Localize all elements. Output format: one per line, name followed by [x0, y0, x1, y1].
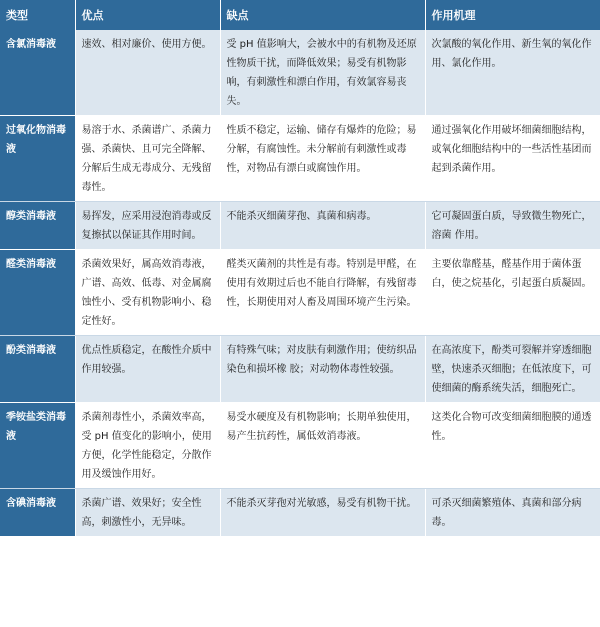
table-row: [0, 250, 600, 336]
table-row: [0, 202, 600, 250]
cell-pros: 杀菌广谱、效果好；安全性高，刺激性小，无异味。: [75, 489, 220, 537]
header-type: 类型: [0, 0, 75, 30]
cell-pros: 杀菌效果好，属高效消毒液，广谱、高效、低毒、对金属腐蚀性小、受有机物影响小、稳定性好。: [75, 250, 220, 336]
cell-cons: 性质不稳定，运输、储存有爆炸的危险；易分解，有腐蚀性。未分解前有刺激性或毒性，对物品有漂白或腐蚀作用。: [220, 116, 425, 202]
cell-mechanism: 这类化合物可改变细菌细胞膜的通透性。: [425, 403, 600, 489]
cell-cons: 不能杀灭细菌芽孢、真菌和病毒。: [220, 202, 425, 250]
cell-pros: 杀菌剂毒性小，杀菌效率高，受 pH 值变化的影响小，使用方便，化学性能稳定，分散作用及缓蚀作用好。: [75, 403, 220, 489]
cell-type: 酚类消毒液: [0, 336, 75, 403]
cell-mechanism: 主要依靠醛基，醛基作用于菌体蛋白，使之烷基化，引起蛋白质凝固。: [425, 250, 600, 336]
cell-mechanism: 次氯酸的氧化作用、新生氧的氧化作用、氯化作用。: [425, 30, 600, 116]
cell-type: 季铵盐类消毒液: [0, 403, 75, 489]
cell-mechanism: 可杀灭细菌繁殖体、真菌和部分病毒。: [425, 489, 600, 537]
cell-cons: 不能杀灭芽孢对光敏感，易受有机物干扰。: [220, 489, 425, 537]
cell-type: 过氧化物消毒液: [0, 116, 75, 202]
cell-cons: 有特殊气味；对皮肤有刺激作用；使纺织品染色和损坏橡 胶；对动物体毒性较强。: [220, 336, 425, 403]
cell-pros: 易挥发，应采用浸泡消毒或反复擦拭以保证其作用时间。: [75, 202, 220, 250]
header-cons: 缺点: [220, 0, 425, 30]
header-pros: 优点: [75, 0, 220, 30]
cell-pros: 易溶于水、杀菌谱广、杀菌力强、杀菌快、且可完全降解、分解后生成无毒成分、无残留毒性。: [75, 116, 220, 202]
cell-type: 含氯消毒液: [0, 30, 75, 116]
table-row: [0, 489, 600, 537]
header-mechanism: 作用机理: [425, 0, 600, 30]
cell-cons: 醛类灭菌剂的共性是有毒。特别是甲醛，在使用有效期过后也不能自行降解，有残留毒性，长期使用对人畜及周围环境产生污染。: [220, 250, 425, 336]
cell-cons: 易受水硬度及有机物影响；长期单独使用，易产生抗药性，属低效消毒液。: [220, 403, 425, 489]
table-header-row: [0, 0, 600, 30]
cell-type: 醇类消毒液: [0, 202, 75, 250]
table-row: [0, 30, 600, 116]
table-row: [0, 116, 600, 202]
cell-mechanism: 通过强氧化作用破坏细菌细胞结构，或氧化细胞结构中的一些活性基团而起到杀菌作用。: [425, 116, 600, 202]
cell-mechanism: 在高浓度下，酚类可裂解并穿透细胞壁，快速杀灭细胞；在低浓度下，可使细菌的酶系统失活，细胞死亡。: [425, 336, 600, 403]
table-row: [0, 403, 600, 489]
cell-type: 醛类消毒液: [0, 250, 75, 336]
cell-mechanism: 它可凝固蛋白质，导致微生物死亡，溶菌 作用。: [425, 202, 600, 250]
cell-type: 含碘消毒液: [0, 489, 75, 537]
cell-pros: 速效、相对廉价、使用方便。: [75, 30, 220, 116]
table-row: [0, 336, 600, 403]
cell-cons: 受 pH 值影响大，会被水中的有机物及还原性物质干扰，而降低效果；易受有机物影响，有刺激性和漂白作用，有效氯容易丧失。: [220, 30, 425, 116]
cell-pros: 优点性质稳定，在酸性介质中作用较强。: [75, 336, 220, 403]
